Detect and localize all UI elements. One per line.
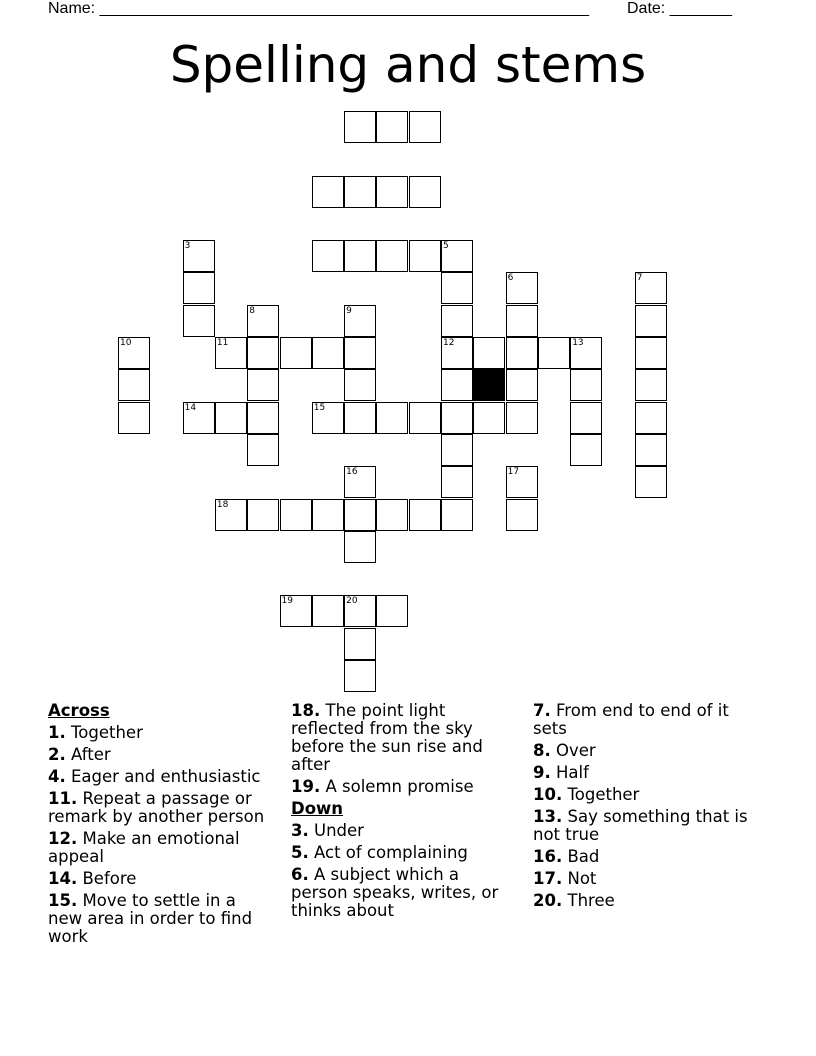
clue-item	[48, 790, 273, 826]
clue-item	[48, 830, 273, 866]
clue-text: Together	[567, 785, 640, 804]
clue-text: Repeat a passage or remark by another person	[48, 789, 265, 826]
grid-cell[interactable]	[312, 337, 344, 369]
down-heading: Down	[291, 799, 344, 818]
grid-cell[interactable]	[635, 272, 667, 304]
grid-cell[interactable]	[441, 337, 473, 369]
clue-number: 20	[346, 596, 358, 607]
clues-column-1	[48, 702, 273, 950]
grid-cell[interactable]	[441, 369, 473, 401]
clue-text: A solemn promise	[325, 777, 474, 796]
grid-cell[interactable]	[344, 660, 376, 692]
grid-cell[interactable]	[635, 305, 667, 337]
grid-cell[interactable]	[280, 595, 312, 627]
clue-number-label: 14.	[48, 869, 78, 888]
clue-text: Move to settle in a new area in order to find work	[48, 891, 253, 946]
clue-number-label: 18.	[291, 701, 321, 720]
clue-item	[533, 848, 758, 866]
grid-cell[interactable]	[344, 176, 376, 208]
grid-cell[interactable]	[280, 337, 312, 369]
grid-cell[interactable]	[344, 531, 376, 563]
clue-number-label: 8.	[533, 741, 551, 760]
clue-item	[48, 870, 273, 888]
clue-number-label: 13.	[533, 807, 563, 826]
clue-number-label: 20.	[533, 891, 563, 910]
clue-text: Not	[567, 869, 597, 888]
clue-item	[291, 822, 516, 840]
grid-cell[interactable]	[344, 402, 376, 434]
clue-number-label: 11.	[48, 789, 78, 808]
clue-text: Together	[71, 723, 143, 742]
grid-cell[interactable]	[635, 402, 667, 434]
grid-cell[interactable]	[118, 369, 150, 401]
page-title: Spelling and stems	[169, 36, 647, 94]
grid-cell[interactable]	[506, 466, 538, 498]
grid-cell[interactable]	[506, 272, 538, 304]
black-cell	[473, 369, 505, 401]
clue-number: 15	[313, 402, 326, 413]
clue-text: Over	[556, 741, 596, 760]
grid-cell[interactable]	[183, 402, 215, 434]
grid-cell[interactable]	[247, 305, 279, 337]
grid-cell[interactable]	[409, 111, 441, 143]
grid-cell[interactable]	[376, 595, 408, 627]
clue-number: 12	[443, 338, 455, 348]
clue-number: 9	[346, 305, 352, 316]
clues-column-2	[291, 702, 516, 924]
grid-cell[interactable]	[570, 337, 602, 369]
grid-cell[interactable]	[506, 305, 538, 337]
clue-number-label: 1.	[48, 723, 66, 742]
grid-cell[interactable]	[441, 466, 473, 498]
grid-cell[interactable]	[183, 305, 215, 337]
clue-text: From end to end of it sets	[533, 701, 729, 738]
clue-number: 7	[636, 273, 643, 284]
grid-cell[interactable]	[312, 595, 344, 627]
clue-number: 18	[216, 499, 229, 510]
grid-cell[interactable]	[441, 240, 473, 272]
grid-cell[interactable]	[506, 369, 538, 401]
clue-item	[48, 892, 273, 946]
clue-item	[48, 746, 273, 764]
clue-number: 10	[120, 338, 132, 348]
clue-text: Three	[567, 891, 615, 910]
clue-number-label: 6.	[291, 865, 309, 884]
grid-cell[interactable]	[409, 499, 441, 531]
grid-cell[interactable]	[506, 499, 538, 531]
clue-text: Under	[314, 821, 364, 840]
clue-number-label: 3.	[291, 821, 309, 840]
grid-cell[interactable]	[247, 434, 279, 466]
clue-item	[291, 702, 516, 774]
clue-item	[533, 892, 758, 910]
clue-text: Before	[82, 869, 137, 888]
clue-item	[533, 808, 758, 844]
grid-cell[interactable]	[506, 337, 538, 369]
grid-cell[interactable]	[344, 111, 376, 143]
grid-cell[interactable]	[409, 240, 441, 272]
clues-column-3	[533, 702, 758, 914]
clue-number: 14	[184, 402, 197, 413]
grid-cell[interactable]	[247, 499, 279, 531]
clue-number-label: 7.	[533, 701, 551, 720]
grid-cell[interactable]	[473, 402, 505, 434]
name-field[interactable]: Name: _______________________________________________________	[48, 0, 589, 17]
clue-number: 11	[216, 338, 229, 348]
clue-text: The point light reflected from the sky before the sun rise and after	[291, 701, 483, 774]
grid-cell[interactable]	[441, 305, 473, 337]
grid-cell[interactable]	[376, 240, 408, 272]
clue-item	[533, 702, 758, 738]
clue-item	[48, 768, 273, 786]
grid-cell[interactable]	[441, 402, 473, 434]
across-heading: Across	[48, 701, 110, 720]
clue-item	[533, 786, 758, 804]
grid-cell[interactable]	[344, 595, 376, 627]
clue-number-label: 9.	[533, 763, 551, 782]
clue-number-label: 16.	[533, 847, 563, 866]
clue-number-label: 2.	[48, 745, 66, 764]
grid-cell[interactable]	[312, 499, 344, 531]
grid-cell[interactable]	[280, 499, 312, 531]
clue-item	[533, 764, 758, 782]
grid-cell[interactable]	[118, 402, 150, 434]
grid-cell[interactable]	[409, 402, 441, 434]
clue-text: A subject which a person speaks, writes, or thinks about	[291, 865, 499, 920]
grid-cell[interactable]	[635, 434, 667, 466]
clue-item	[291, 866, 516, 920]
grid-cell[interactable]	[570, 434, 602, 466]
grid-cell[interactable]	[183, 240, 215, 272]
clue-text: Bad	[567, 847, 600, 866]
grid-cell[interactable]	[247, 337, 279, 369]
clue-text: Eager and enthusiastic	[71, 767, 261, 786]
grid-cell[interactable]	[376, 499, 408, 531]
grid-cell[interactable]	[506, 402, 538, 434]
clue-number-label: 10.	[533, 785, 563, 804]
date-field[interactable]: Date: _______	[627, 0, 732, 17]
grid-cell[interactable]	[376, 176, 408, 208]
grid-cell[interactable]	[215, 337, 247, 369]
clue-number: 6	[507, 273, 514, 284]
grid-cell[interactable]	[312, 240, 344, 272]
clue-item	[533, 870, 758, 888]
clue-text: Say something that is not true	[533, 807, 748, 844]
clue-number-label: 15.	[48, 891, 78, 910]
grid-cell[interactable]	[344, 305, 376, 337]
grid-cell[interactable]	[118, 337, 150, 369]
grid-cell[interactable]	[215, 499, 247, 531]
grid-cell[interactable]	[376, 111, 408, 143]
clue-text: After	[71, 745, 111, 764]
clue-number: 16	[346, 467, 358, 478]
grid-cell[interactable]	[344, 337, 376, 369]
clue-item	[291, 844, 516, 862]
grid-cell[interactable]	[247, 369, 279, 401]
grid-cell[interactable]	[183, 272, 215, 304]
grid-cell[interactable]	[570, 402, 602, 434]
grid-cell[interactable]	[344, 369, 376, 401]
grid-cell[interactable]	[247, 402, 279, 434]
clue-number: 5	[443, 241, 449, 252]
clue-number-label: 17.	[533, 869, 563, 888]
clue-number-label: 19.	[291, 777, 321, 796]
clue-item	[533, 742, 758, 760]
clue-number: 8	[249, 305, 255, 316]
grid-cell[interactable]	[635, 369, 667, 401]
clue-item	[291, 778, 516, 796]
grid-cell[interactable]	[344, 240, 376, 272]
grid-cell[interactable]	[312, 176, 344, 208]
clue-text: Half	[556, 763, 589, 782]
clue-number: 13	[572, 338, 584, 348]
clue-item	[48, 724, 273, 742]
clue-text: Make an emotional appeal	[48, 829, 240, 866]
grid-cell[interactable]	[473, 337, 505, 369]
clue-number: 19	[281, 596, 293, 607]
grid-cell[interactable]	[312, 402, 344, 434]
grid-cell[interactable]	[344, 628, 376, 660]
clue-number-label: 5.	[291, 843, 309, 862]
grid-cell[interactable]	[376, 402, 408, 434]
clue-number: 17	[507, 467, 520, 478]
grid-cell[interactable]	[635, 466, 667, 498]
grid-cell[interactable]	[215, 402, 247, 434]
clue-number-label: 12.	[48, 829, 78, 848]
clue-text: Act of complaining	[314, 843, 468, 862]
grid-cell[interactable]	[344, 499, 376, 531]
grid-cell[interactable]	[441, 499, 473, 531]
clue-number: 3	[184, 241, 191, 252]
grid-cell[interactable]	[538, 337, 570, 369]
grid-cell[interactable]	[635, 337, 667, 369]
grid-cell[interactable]	[441, 434, 473, 466]
grid-cell[interactable]	[344, 466, 376, 498]
grid-cell[interactable]	[441, 272, 473, 304]
clue-number-label: 4.	[48, 767, 66, 786]
grid-cell[interactable]	[570, 369, 602, 401]
grid-cell[interactable]	[409, 176, 441, 208]
